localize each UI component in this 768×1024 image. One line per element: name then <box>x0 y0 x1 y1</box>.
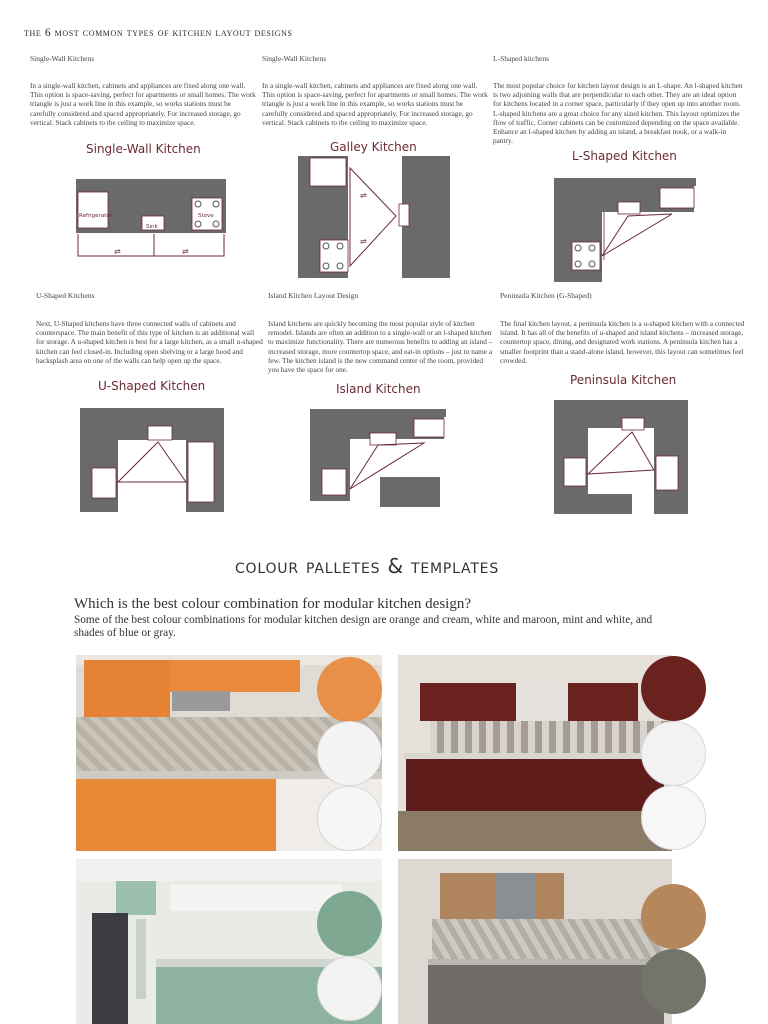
stove-label: Stove <box>198 213 214 219</box>
diagram-title-island: Island Kitchen <box>336 382 421 396</box>
peninsula-diagram <box>552 398 692 520</box>
gray-kitchen-photo <box>398 859 672 1024</box>
section-label-single-wall: Single-Wall Kitchens <box>30 54 95 63</box>
island-diagram <box>308 407 448 511</box>
refrigerator-label: Refrigerator <box>79 213 112 219</box>
palette-section-title: colour palletes & templates <box>234 554 500 578</box>
svg-text:⇌: ⇌ <box>182 247 189 256</box>
white-swatch-orange <box>317 786 382 851</box>
white-swatch-maroon <box>641 721 706 786</box>
tan-swatch <box>641 884 706 949</box>
maroon-kitchen-photo <box>398 655 672 851</box>
svg-text:⇌: ⇌ <box>360 237 367 246</box>
u-shaped-diagram <box>78 406 228 514</box>
section-label-peninsula: Peninsula Kitchen (G-Shaped) <box>500 291 592 300</box>
orange-swatch <box>317 657 382 722</box>
svg-text:⇌: ⇌ <box>114 247 121 256</box>
galley-diagram <box>296 156 454 282</box>
gray-swatch <box>641 949 706 1014</box>
palette-answer: Some of the best colour combinations for modular kitchen design are orange and cream, white and maroon, mint and white, and shades of blue or gray. <box>74 614 653 639</box>
white-swatch-mint <box>317 956 382 1021</box>
diagram-title-l-shaped: L-Shaped Kitchen <box>572 149 677 163</box>
white-swatch-maroon-2 <box>641 785 706 850</box>
sink-label: Sink <box>146 224 158 230</box>
palette-question: Which is the best colour combination for modular kitchen design? <box>74 596 471 612</box>
diagram-title-single-wall: Single-Wall Kitchen <box>86 142 201 156</box>
diagram-title-u-shaped: U-Shaped Kitchen <box>98 379 206 393</box>
page-title: the 6 most common types of kitchen layout designs <box>24 27 293 39</box>
svg-text:⇌: ⇌ <box>360 191 367 200</box>
section-label-island: Island Kitchen Layout Design <box>268 291 359 300</box>
cream-swatch <box>317 721 382 786</box>
l-shaped-diagram <box>552 176 700 284</box>
maroon-swatch <box>641 656 706 721</box>
section-desc-peninsula: The final kitchen layout, a peninsula kitchen is a u-shaped kitchen with a connected island. It has all of the benefits of u-shaped and island kitchens – increased storage, countertop space, dining, and designated work stations. A peninsula kitchen has a smaller footprint than a stand-alone island, however, this layout can sometimes feel crowded. <box>500 319 745 365</box>
mint-swatch <box>317 891 382 956</box>
section-desc-u-shaped: Next, U-Shaped kitchens have three connected walls of cabinets and counterspace. The main benefit of this type of kitchen is an additional wall for storage. A u-shaped kitchen is best for a large kitchen, as a small u-shaped kitchen can feel closed-in. Including open shelving or a large hood and backsplash area on one of the walls can help open up the space. <box>36 319 263 365</box>
single-wall-diagram <box>74 176 230 264</box>
section-desc-galley: In a single-wall kitchen, cabinets and appliances are fixed along one wall. This option is space-saving, perfect for apartments or small homes. The work triangle is just a work line in this example, so works stations must be carefully considered and spaced appropriately. For increased storage, go vertical. Stack cabinets to the ceiling to maximize space. <box>262 81 488 127</box>
diagram-title-peninsula: Peninsula Kitchen <box>570 373 677 387</box>
section-label-l-shaped: L-Shaped kitchens <box>493 54 550 63</box>
section-label-u-shaped: U-Shaped Kitchens <box>36 291 95 300</box>
section-desc-island: Island kitchens are quickly becoming the most popular style of kitchen remodel. Islands are often an addition to a single-wall or an l-shaped kitchen to maximize functionality. There are numerous benefits to adding an island – increased storage, more countertop space, and eat-in options – just to name a few. The kitchen island is the new command center of the room, provided you have the space for one. <box>268 319 493 375</box>
section-desc-single-wall: In a single-wall kitchen, cabinets and appliances are fixed along one wall. This option is space-saving, perfect for apartments or small homes. The work triangle is just a work line in this example, so works stations must be carefully considered and spaced appropriately. For increased storage, go vertical. Stack cabinets to the ceiling to maximize space. <box>30 81 256 127</box>
section-desc-l-shaped: The most popular choice for kitchen layout design is an L-shape. An l-shaped kitchen is two adjoining walls that are perpendicular to each other. They are an ideal option for kitchens located in a corner space, particularly if they open up into another room. L-shaped kitchens are a great choice for any sized kitchen. This layout optimizes the flow of traffic. Corner cabinets can be customized depending on the space available. Enhance an l-shaped kitchen by adding an island, a breakfast nook, or a walk-in pantry. <box>493 81 743 146</box>
section-label-galley: Single-Wall Kitchens <box>262 54 327 63</box>
diagram-title-galley: Galley Kitchen <box>330 140 417 154</box>
